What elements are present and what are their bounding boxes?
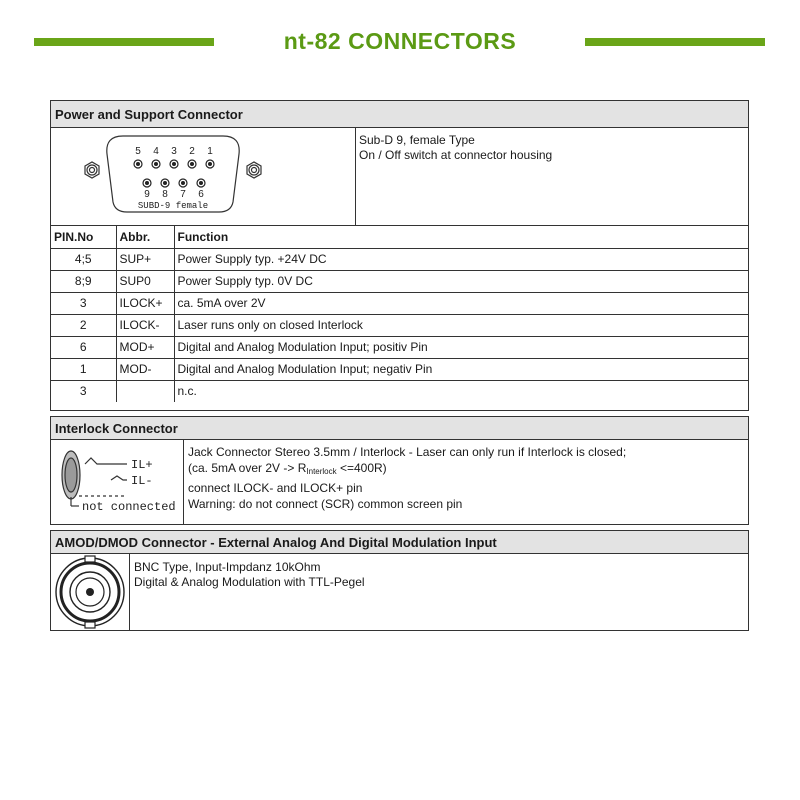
function-cell: Power Supply typ. +24V DC xyxy=(174,248,748,270)
subd-pin-number: 1 xyxy=(207,146,213,157)
table-row xyxy=(51,314,748,336)
interlock-desc-line: connect ILOCK- and ILOCK+ pin xyxy=(188,481,363,495)
title-rule-left xyxy=(34,38,214,46)
table-row xyxy=(51,248,748,270)
interlock-desc-line: Warning: do not connect (SCR) common screen pin xyxy=(188,497,463,511)
subd-pin-dot xyxy=(199,181,203,185)
function-cell: n.c. xyxy=(174,380,748,402)
interlock-desc-line: Jack Connector Stereo 3.5mm / Interlock - Laser can only run if Interlock is closed; xyxy=(188,445,627,459)
title-rule-right xyxy=(585,38,765,46)
pin-cell: 6 xyxy=(51,336,116,358)
table-row xyxy=(51,380,748,402)
pin-cell: 8;9 xyxy=(51,270,116,292)
abbr-cell xyxy=(116,380,174,402)
interlock-subscript: Interlock xyxy=(306,467,337,476)
amod-desc-line: BNC Type, Input-Impdanz 10kOhm xyxy=(134,560,321,574)
amod-connector-section xyxy=(50,530,749,631)
pin-cell: 3 xyxy=(51,380,116,402)
pin-table-header-row xyxy=(51,226,748,248)
table-row xyxy=(51,292,748,314)
subd-pin-number: 2 xyxy=(189,146,195,157)
subd-pin-number: 3 xyxy=(171,146,177,157)
col-pin-header: PIN.No xyxy=(51,226,116,248)
power-desc-line: Sub-D 9, female Type xyxy=(359,133,475,147)
not-connected-label: not connected xyxy=(82,500,176,514)
abbr-cell: SUP+ xyxy=(116,248,174,270)
pin-cell: 4;5 xyxy=(51,248,116,270)
function-cell: Power Supply typ. 0V DC xyxy=(174,270,748,292)
interlock-section-header: Interlock Connector xyxy=(51,417,748,440)
interlock-desc-line xyxy=(188,460,626,480)
table-row xyxy=(51,270,748,292)
pin-cell: 2 xyxy=(51,314,116,336)
amod-section-header: AMOD/DMOD Connector - External Analog And Digital Modulation Input xyxy=(51,531,748,554)
subd-pin-dot xyxy=(136,162,140,166)
power-connector-section xyxy=(50,100,749,411)
interlock-connector-section xyxy=(50,416,749,525)
abbr-cell: MOD+ xyxy=(116,336,174,358)
stereo-jack-icon xyxy=(51,440,183,524)
table-row xyxy=(51,358,748,380)
subd-pin-dot xyxy=(181,181,185,185)
subd9-connector-icon xyxy=(51,128,355,225)
subd-pin-number: 7 xyxy=(180,189,186,200)
interlock-resistance-value: <=400R) xyxy=(336,461,387,475)
subd-pin-dot xyxy=(172,162,176,166)
subd-pin-dot xyxy=(190,162,194,166)
il-plus-label: IL+ xyxy=(131,458,153,472)
function-cell: Digital and Analog Modulation Input; positiv Pin xyxy=(174,336,748,358)
abbr-cell: ILOCK- xyxy=(116,314,174,336)
bnc-diagram xyxy=(51,554,130,630)
subd-pin-number: 6 xyxy=(198,189,204,200)
function-cell: ca. 5mA over 2V xyxy=(174,292,748,314)
subd-pin-dot xyxy=(154,162,158,166)
subd-pin-dot xyxy=(163,181,167,185)
jack-diagram xyxy=(51,440,184,524)
il-minus-label: IL- xyxy=(131,474,153,488)
amod-description xyxy=(134,560,365,590)
power-desc-line: On / Off switch at connector housing xyxy=(359,148,553,162)
power-description xyxy=(359,133,552,163)
col-abbr-header: Abbr. xyxy=(116,226,174,248)
function-cell: Digital and Analog Modulation Input; negativ Pin xyxy=(174,358,748,380)
subd-pin-number: 9 xyxy=(144,189,150,200)
power-info-row xyxy=(51,128,748,226)
subd-pin-number: 4 xyxy=(153,146,159,157)
function-cell: Laser runs only on closed Interlock xyxy=(174,314,748,336)
pin-cell: 1 xyxy=(51,358,116,380)
page-title: nt-82 CONNECTORS xyxy=(283,28,517,54)
bnc-connector-icon xyxy=(51,554,129,630)
interlock-description xyxy=(188,444,626,512)
abbr-cell: SUP0 xyxy=(116,270,174,292)
pin-cell: 3 xyxy=(51,292,116,314)
subd-pin-dot xyxy=(145,181,149,185)
subd-pin-dot xyxy=(208,162,212,166)
abbr-cell: ILOCK+ xyxy=(116,292,174,314)
subd9-label: SUBD-9 female xyxy=(137,201,209,211)
power-section-header: Power and Support Connector xyxy=(51,101,748,128)
table-row xyxy=(51,336,748,358)
subd-pin-number: 8 xyxy=(162,189,168,200)
col-function-header: Function xyxy=(174,226,748,248)
subd-pin-number: 5 xyxy=(135,146,141,157)
subd9-diagram xyxy=(51,128,356,225)
amod-desc-line: Digital & Analog Modulation with TTL-Pegel xyxy=(134,575,365,589)
pin-table xyxy=(51,226,748,402)
abbr-cell: MOD- xyxy=(116,358,174,380)
interlock-resistance-text: (ca. 5mA over 2V -> R xyxy=(188,461,307,475)
